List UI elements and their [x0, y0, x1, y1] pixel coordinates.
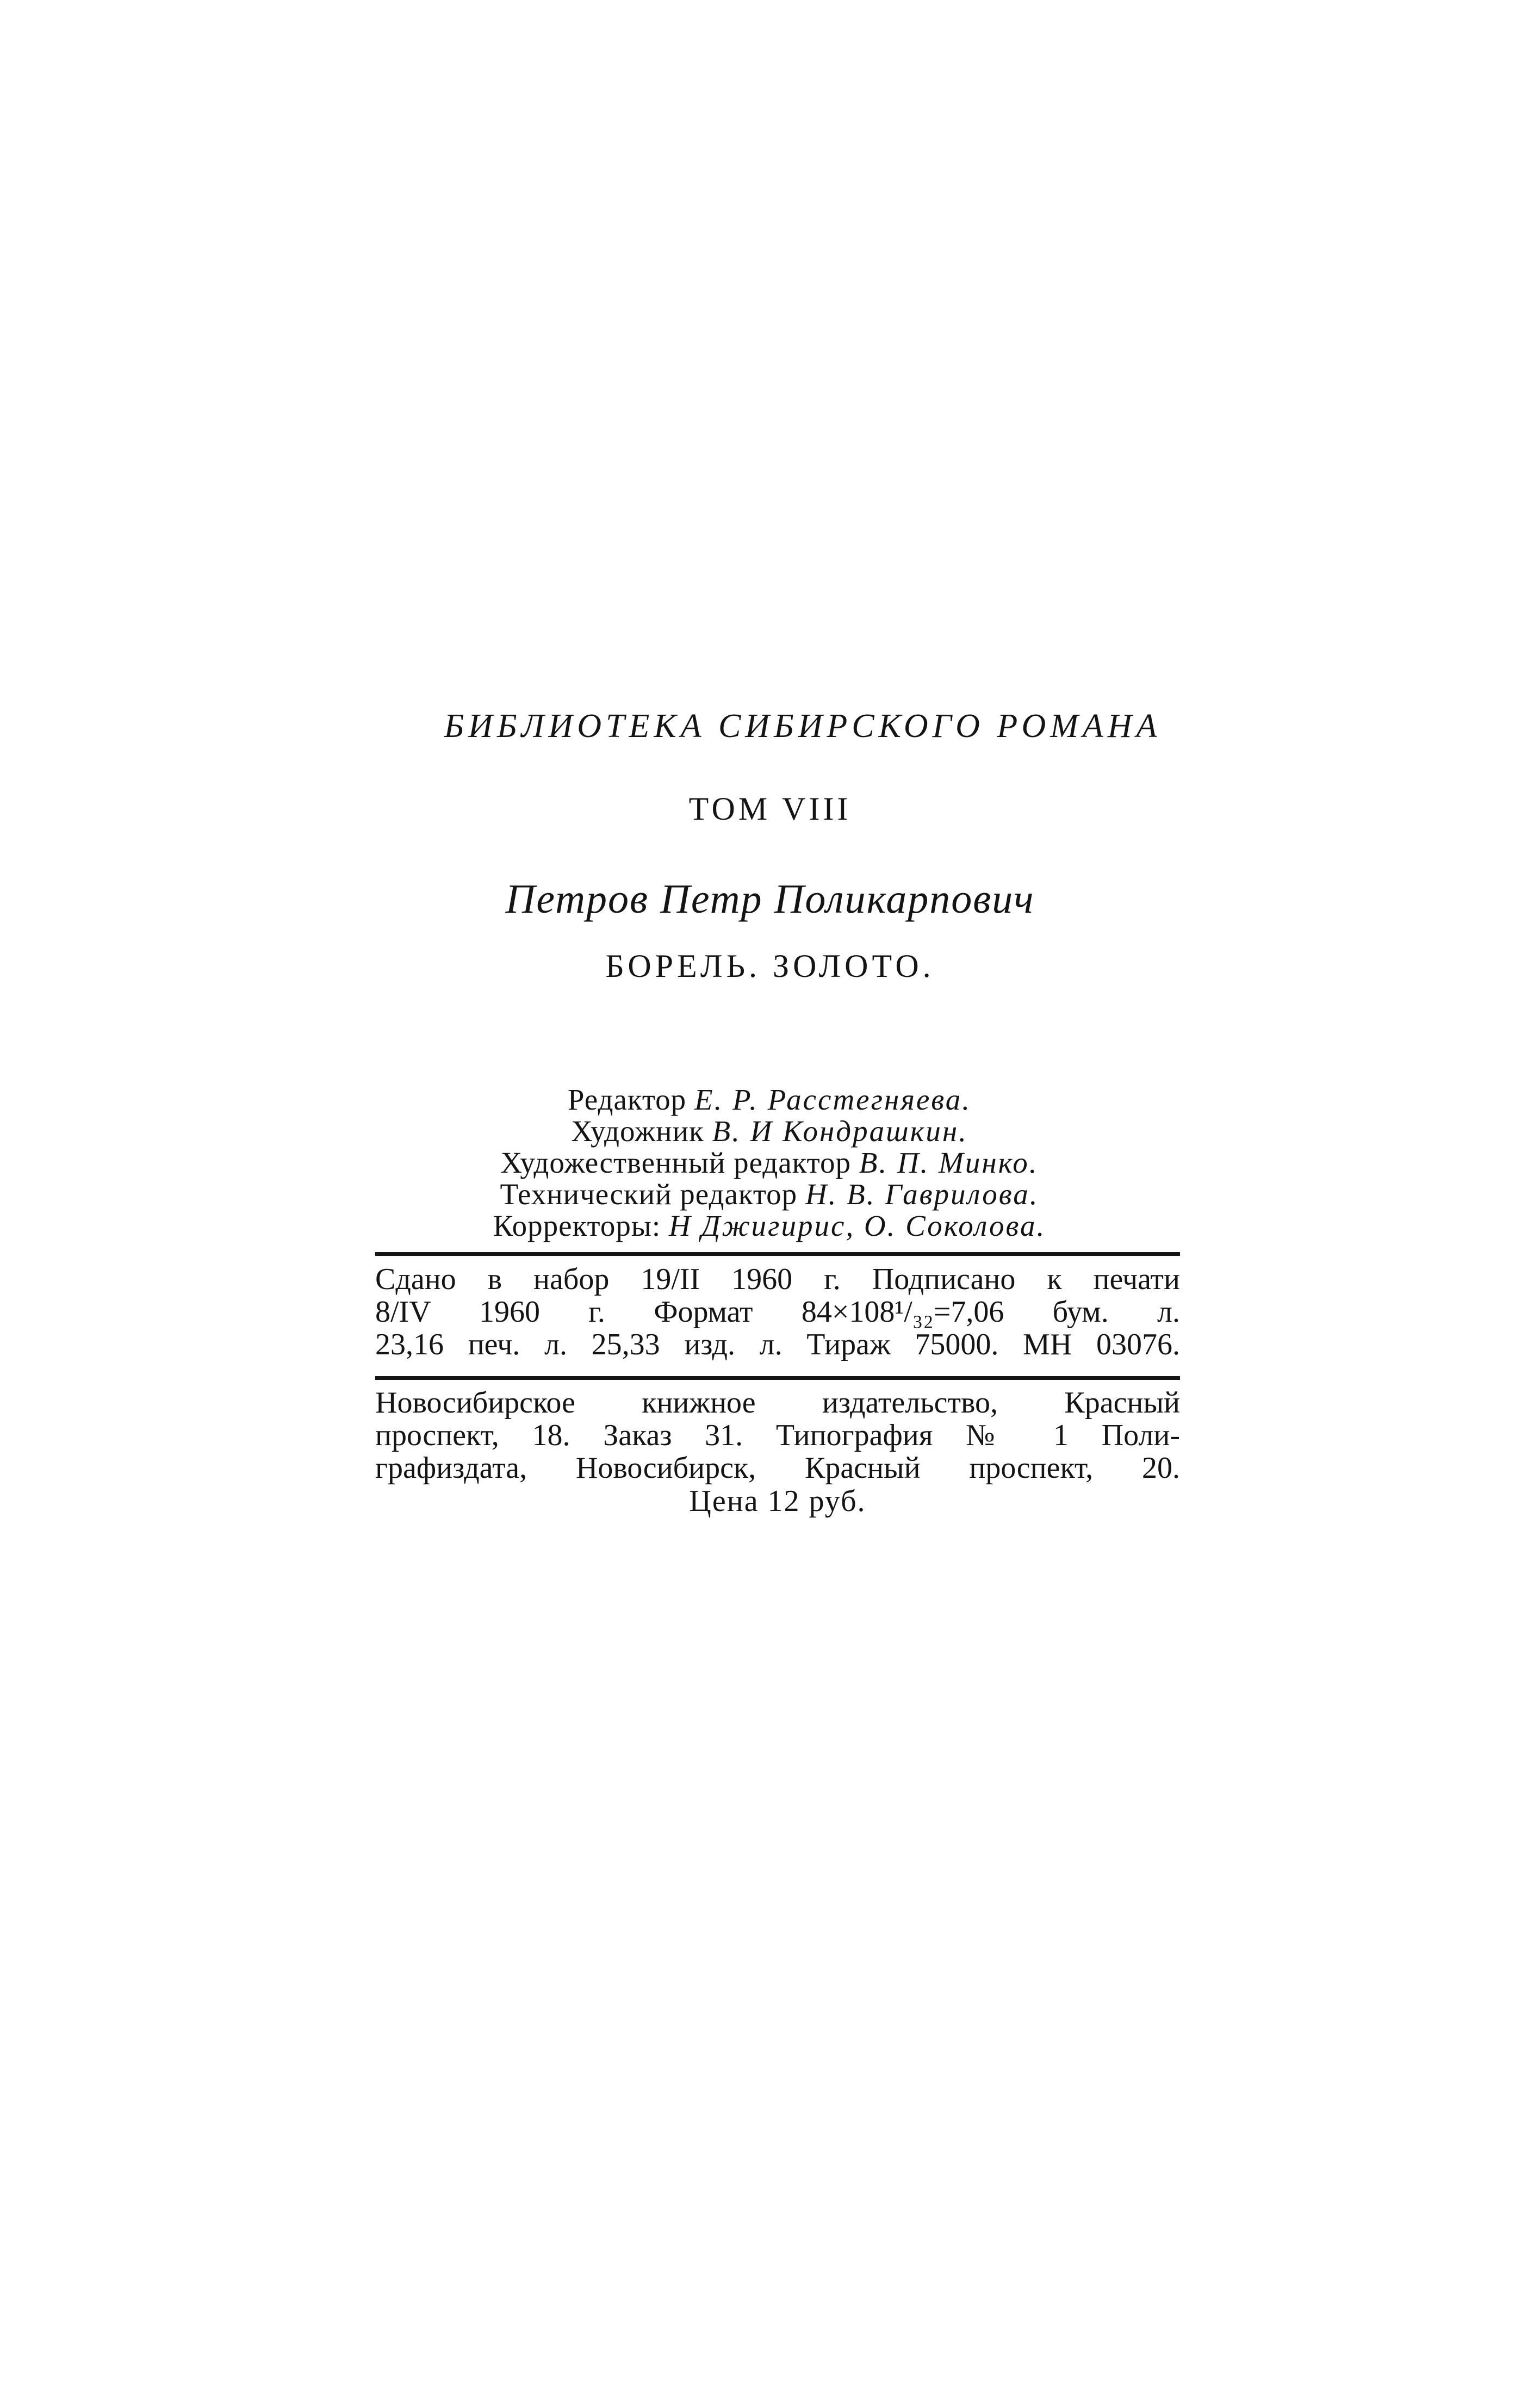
volume-number: ТОМ VIII [688, 791, 852, 827]
credit-role: Художественный редактор [500, 1146, 851, 1179]
printing-info [375, 1263, 1180, 1361]
publisher-info-line: графиздата, Новосибирск, Красный проспект, 20. [375, 1451, 1180, 1485]
credit-person: Е. Р. Расстегняева. [694, 1083, 972, 1116]
book-title: БОРЕЛЬ. ЗОЛОТО. [605, 948, 935, 984]
credit-artist [381, 1116, 1158, 1147]
publisher-info-line: Новосибирское книжное издательство, Красный [375, 1386, 1180, 1420]
credit-editor [381, 1084, 1158, 1116]
credit-role: Технический редактор [500, 1178, 798, 1211]
credit-person: Н. В. Гаврилова. [805, 1178, 1039, 1211]
credit-proofreaders [381, 1210, 1158, 1242]
credit-tech-editor [381, 1179, 1158, 1210]
printing-info-line: 23,16 печ. л. 25,33 изд. л. Тираж 75000. МН 03076. [375, 1328, 1180, 1361]
printing-info-line: 8/IV 1960 г. Формат 84×108¹/₃₂=7,06 бум. л. [375, 1295, 1180, 1329]
credit-person: В. И Кондрашкин. [712, 1114, 968, 1148]
credit-role: Корректоры: [493, 1209, 661, 1242]
divider-rule [375, 1252, 1180, 1256]
credit-role: Художник [571, 1114, 704, 1148]
credits-block [381, 1084, 1158, 1242]
printing-info-line: Сдано в набор 19/II 1960 г. Подписано к печати [375, 1262, 1180, 1296]
divider-rule [375, 1376, 1180, 1380]
credit-role: Редактор [567, 1083, 687, 1116]
publisher-info-line: проспект, 18. Заказ 31. Типография № 1 Поли- [375, 1419, 1180, 1452]
credit-person: В. П. Минко. [859, 1146, 1039, 1179]
author-name: Петров Петр Поликарпович [505, 876, 1035, 922]
price: Цена 12 руб. [689, 1484, 866, 1518]
series-title: БИБЛИОТЕКА СИБИРСКОГО РОМАНА [444, 708, 1162, 745]
publisher-info [375, 1386, 1180, 1484]
credit-art-editor [381, 1147, 1158, 1179]
credit-person: Н Джигирис, О. Соколова. [668, 1209, 1046, 1242]
